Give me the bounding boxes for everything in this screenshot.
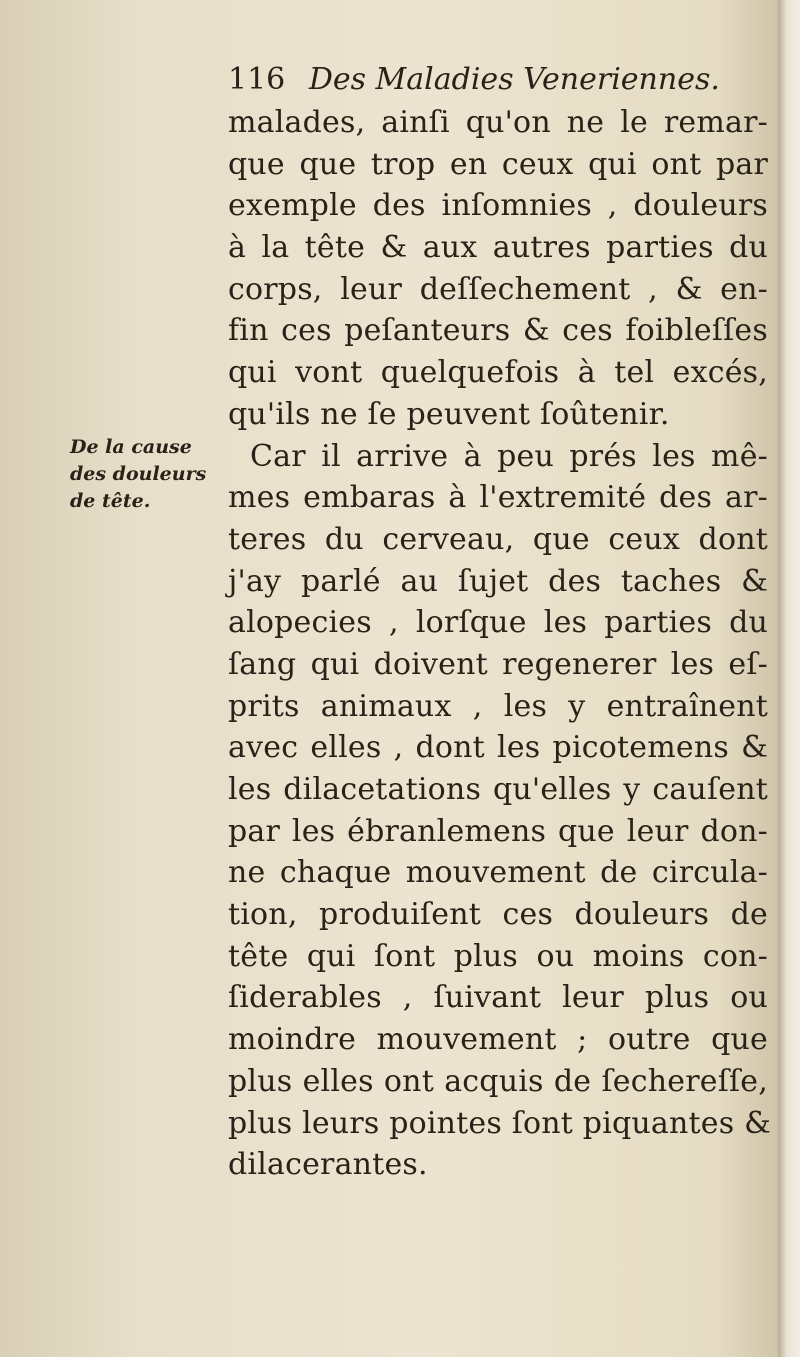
running-header <box>228 58 768 102</box>
text-line: mes embaras à l'extremité des ar- <box>228 480 768 516</box>
text-line: qui vont quelquefois à tel excés, <box>228 355 768 391</box>
text-line: plus leurs pointes ſont piquantes & <box>228 1105 771 1141</box>
text-line: ſang qui doivent regenerer les eſ- <box>228 646 768 682</box>
text-line: plus elles ont acquis de ſechereſſe, <box>228 1063 768 1099</box>
text-line: prits animaux , les y entraînent <box>228 688 768 724</box>
text-line: par les ébranlemens que leur don- <box>228 813 768 849</box>
text-line: les dilacetations qu'elles y cauſent <box>228 772 768 807</box>
page-number: 116 <box>228 62 286 97</box>
text-line: moindre mouvement ; outre que <box>228 1022 768 1058</box>
margin-note-line: de tête. <box>70 490 151 512</box>
page-edge <box>778 0 800 1357</box>
text-line: corps, leur deſſechement , & en- <box>228 271 768 307</box>
text-line: alopecies , lorſque les parties du <box>228 605 768 641</box>
text-line: que que trop en ceux qui ont par <box>228 146 768 182</box>
text-line: tête qui ſont plus ou moins con- <box>228 938 768 974</box>
text-line: tion, produiſent ces douleurs de <box>228 897 768 933</box>
text-line: dilacerantes. <box>228 1147 428 1183</box>
text-line: fin ces peſanteurs & ces foibleſſes <box>228 313 768 349</box>
margin-note-line: des douleurs <box>70 463 207 485</box>
running-title: Des Maladies Veneriennes. <box>308 62 720 97</box>
text-line: à la tête & aux autres parties du <box>228 230 768 266</box>
text-line: qu'ils ne ſe peuvent ſoûtenir. <box>228 396 670 432</box>
margin-note <box>70 434 230 515</box>
text-line: Car il arrive à peu prés les mê- <box>250 438 768 474</box>
text-line: ſiderables , ſuivant leur plus ou <box>228 980 768 1016</box>
text-line: exemple des inſomnies , douleurs <box>228 188 768 224</box>
text-line: j'ay parlé au ſujet des taches & <box>228 563 768 599</box>
text-line: ne chaque mouvement de circula- <box>228 855 768 891</box>
text-line: malades, ainſi qu'on ne le remar- <box>228 105 768 140</box>
margin-note-line: De la cause <box>70 436 192 458</box>
body-text <box>228 102 771 1186</box>
text-line: avec elles , dont les picotemens & <box>228 730 768 766</box>
text-line: teres du cerveau, que ceux dont <box>228 521 768 557</box>
